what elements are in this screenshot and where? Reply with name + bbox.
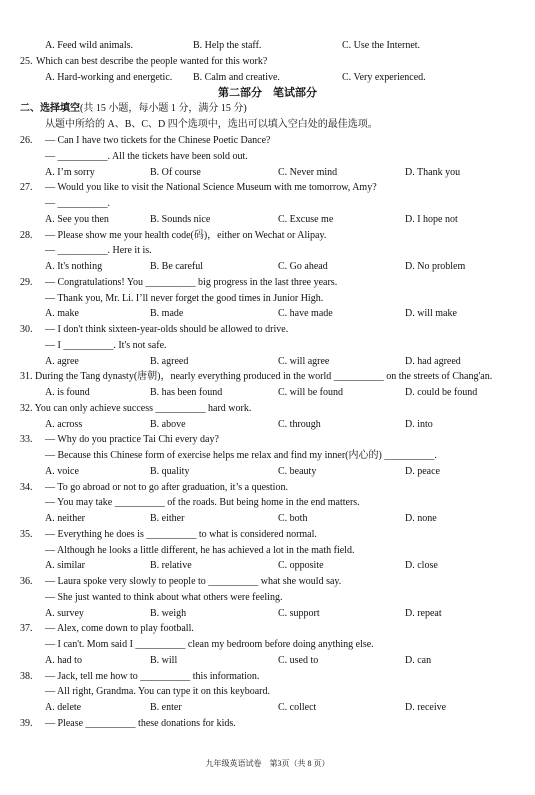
section-heading-label: 二、选择填空 (20, 103, 80, 114)
option-d[interactable]: D. could be found (405, 387, 478, 398)
question-27-options (0, 214, 535, 226)
question-31-stem: 31. During the Tang dynasty(唐朝)，nearly everything produced in the world __________ on the streets of Chang'an. (20, 371, 493, 383)
question-35-line (0, 529, 535, 541)
option-a[interactable]: A. across (45, 418, 83, 430)
option-c[interactable]: C. Excuse me (278, 213, 334, 225)
option-c[interactable]: C. have made (278, 308, 333, 320)
question-number: 29. (20, 276, 33, 288)
option-d[interactable]: D. close (405, 560, 438, 572)
question-30-line (0, 340, 535, 352)
option-d[interactable]: D. peace (405, 465, 440, 477)
option-c[interactable]: C. collect (278, 702, 317, 713)
question-number: 33. (20, 434, 33, 446)
question-number: 34. (20, 481, 33, 493)
section-heading-detail: (共 15 小题，每小题 1 分，满分 15 分) (80, 103, 247, 114)
question-32-stem: 32. You can only achieve success __________ hard work. (20, 402, 252, 414)
question-26-line (0, 151, 535, 163)
dialogue-line: — Would you like to visit the National Science Museum with me tomorrow, Amy? (45, 182, 377, 194)
question-number: 30. (20, 324, 33, 335)
question-27-line (0, 198, 535, 210)
q25-option-b: B. Calm and creative. (193, 72, 280, 83)
dialogue-line: — To go abroad or not to go after graduation, it’s a question. (45, 481, 288, 493)
question-37-line (0, 623, 535, 635)
option-c[interactable]: C. used to (278, 654, 319, 666)
question-29-options (0, 308, 535, 320)
option-a[interactable]: A. I’m sorry (45, 166, 95, 178)
option-b[interactable]: B. above (150, 418, 186, 430)
option-a[interactable]: A. It's nothing (45, 261, 103, 272)
option-c[interactable]: C. will be found (278, 387, 343, 398)
q24-option-a: A. Feed wild animals. (45, 40, 134, 51)
question-28-options (0, 261, 535, 273)
question-33-options (0, 466, 535, 478)
question-34-options (0, 513, 535, 525)
dialogue-line: — Laura spoke very slowly to people to __________ what she would say. (45, 576, 342, 587)
question-35-line (0, 545, 535, 557)
question-39-line (0, 718, 535, 730)
option-b[interactable]: B. agreed (150, 355, 189, 367)
question-36-options (0, 608, 535, 620)
question-37-options (0, 655, 535, 667)
dialogue-line: — Everything he does is __________ to what is considered normal. (45, 528, 317, 540)
q25-option-a: A. Hard-working and energetic. (45, 72, 173, 83)
option-c[interactable]: C. will agree (278, 355, 330, 367)
option-c[interactable]: C. Go ahead (278, 261, 328, 272)
question-38-line (0, 686, 535, 698)
dialogue-line: — Please show me your health code(码)，either on Wechat or Alipay. (45, 229, 327, 241)
question-number: 35. (20, 528, 33, 540)
dialogue-line: — Please __________ these donations for kids. (45, 717, 236, 729)
dialogue-line: — You may take __________ of the roads. But being home in the end matters. (45, 497, 360, 509)
question-32-options (0, 419, 535, 431)
question-38-options (0, 702, 535, 714)
question-30-line (0, 324, 535, 336)
dialogue-line: — I can't. Mom said I __________ clean my bedroom before doing anything else. (45, 639, 374, 650)
dialogue-line: — Jack, tell me how to __________ this information. (45, 670, 260, 682)
q25-number: 25. (20, 56, 33, 67)
option-a[interactable]: A. survey (45, 607, 84, 619)
question-26-options (0, 167, 535, 179)
option-d[interactable]: D. Thank you (405, 166, 461, 178)
option-d[interactable]: D. repeat (405, 607, 442, 619)
q25-text: Which can best describe the people wanted for this work? (36, 56, 268, 67)
dialogue-line: — Because this Chinese form of exercise helps me relax and find my inner(内心的) __________. (45, 450, 437, 461)
question-number: 28. (20, 229, 33, 241)
option-d[interactable]: D. will make (405, 308, 457, 320)
q25-option-c: C. Very experienced. (342, 72, 426, 83)
dialogue-line: — Can I have two tickets for the Chinese Poetic Dance? (45, 135, 271, 146)
option-a[interactable]: A. delete (45, 702, 82, 713)
question-36-line (0, 592, 535, 604)
question-30-options (0, 356, 535, 368)
option-a[interactable]: A. neither (45, 513, 85, 524)
option-b[interactable]: B. quality (150, 465, 190, 477)
dialogue-line: — __________. All the tickets have been sold out. (45, 150, 248, 162)
option-b[interactable]: B. Of course (150, 166, 201, 178)
dialogue-line: — Congratulations! You __________ big progress in the last three years. (45, 276, 338, 288)
question-29-line (0, 293, 535, 305)
option-c[interactable]: C. both (278, 513, 308, 524)
q24-option-c: C. Use the Internet. (342, 40, 421, 51)
question-31-options (0, 387, 535, 399)
dialogue-line: — Alex, come down to play football. (45, 623, 194, 635)
option-b[interactable]: B. weigh (150, 607, 187, 619)
question-38-line (0, 671, 535, 683)
option-d[interactable]: D. No problem (405, 261, 466, 272)
option-c[interactable]: C. Never mind (278, 166, 338, 178)
option-b[interactable]: B. made (150, 308, 184, 320)
part-title: 第二部分 笔试部分 (218, 87, 317, 99)
option-c[interactable]: C. support (278, 607, 320, 619)
option-b[interactable]: B. Be careful (150, 261, 204, 272)
option-a[interactable]: A. voice (45, 465, 79, 477)
option-d[interactable]: D. I hope not (405, 213, 458, 225)
option-b[interactable]: B. enter (150, 702, 182, 713)
dialogue-line: — I don't think sixteen-year-olds should be allowed to drive. (45, 324, 289, 335)
question-number: 39. (20, 717, 33, 729)
section-instruction: 从题中所给的 A、B、C、D 四个选项中，选出可以填入空白处的最佳选项。 (45, 119, 378, 130)
option-b[interactable]: B. relative (150, 560, 192, 572)
question-number: 26. (20, 135, 33, 146)
question-37-line (0, 639, 535, 651)
section-heading (20, 103, 247, 115)
question-27-line (0, 182, 535, 194)
question-number: 27. (20, 182, 33, 194)
option-d[interactable]: D. none (405, 513, 437, 524)
question-34-line (0, 482, 535, 494)
option-b[interactable]: B. Sounds nice (150, 213, 211, 225)
option-a[interactable]: A. similar (45, 560, 85, 572)
option-b[interactable]: B. will (150, 654, 178, 666)
dialogue-line: — All right, Grandma. You can type it on this keyboard. (45, 686, 270, 698)
q24-option-b: B. Help the staff. (193, 40, 262, 51)
dialogue-line: — __________. Here it is. (45, 245, 152, 257)
question-28-line (0, 230, 535, 242)
option-d[interactable]: D. had agreed (405, 355, 461, 367)
dialogue-line: — She just wanted to think about what others were feeling. (45, 591, 283, 603)
question-number: 38. (20, 670, 33, 682)
option-c[interactable]: C. through (278, 418, 321, 430)
question-33-line (0, 450, 535, 462)
dialogue-line: — Although he looks a little different, he has achieved a lot in the math field. (45, 544, 355, 556)
option-a[interactable]: A. had to (45, 654, 82, 666)
option-d[interactable]: D. can (405, 654, 432, 666)
option-c[interactable]: C. opposite (278, 560, 324, 572)
dialogue-line: — I __________. It's not safe. (45, 339, 167, 351)
option-a[interactable]: A. is found (45, 387, 90, 398)
page-footer: 九年级英语试卷 第3页（共 8 页） (205, 759, 330, 768)
option-b[interactable]: B. has been found (150, 387, 223, 398)
option-b[interactable]: B. either (150, 513, 185, 524)
question-number: 36. (20, 576, 33, 587)
dialogue-line: — __________. (45, 198, 110, 209)
question-26-line (0, 135, 535, 147)
question-35-options (0, 560, 535, 572)
question-number: 37. (20, 623, 33, 635)
question-36-line (0, 576, 535, 588)
option-d[interactable]: D. receive (405, 702, 447, 713)
option-a[interactable]: A. See you then (45, 213, 109, 225)
question-29-line (0, 277, 535, 289)
dialogue-line: — Thank you, Mr. Li. I’ll never forget the good times in Junior High. (45, 292, 324, 304)
question-28-line (0, 245, 535, 257)
question-33-line (0, 434, 535, 446)
option-c[interactable]: C. beauty (278, 465, 317, 477)
option-a[interactable]: A. agree (45, 355, 79, 367)
question-34-line (0, 497, 535, 509)
option-d[interactable]: D. into (405, 418, 433, 430)
option-a[interactable]: A. make (45, 308, 79, 320)
dialogue-line: — Why do you practice Tai Chi every day? (45, 434, 219, 446)
